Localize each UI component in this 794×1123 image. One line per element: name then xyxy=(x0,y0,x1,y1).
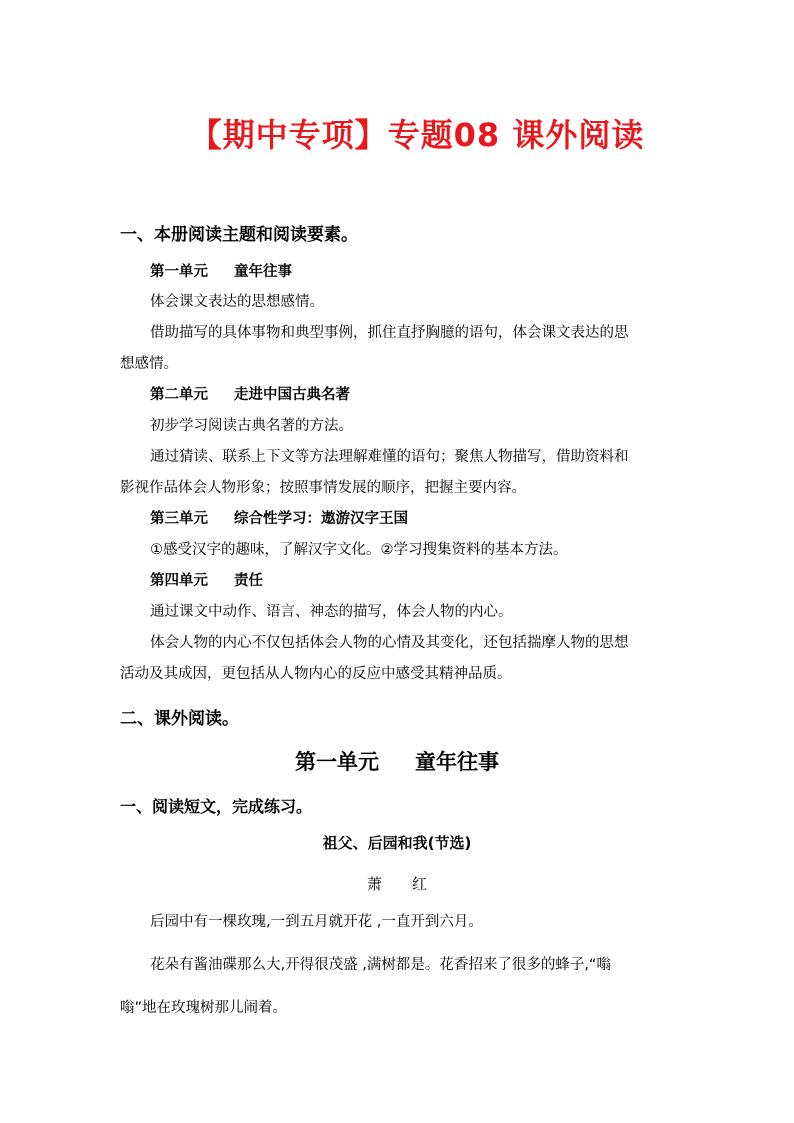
unit-4-line-1: 通过课文中动作、语言、神态的描写，体会人物的内心。 xyxy=(150,604,513,620)
unit-2-line-3: 影视作品体会人物形象；按照事情发展的顺序，把握主要内容。 xyxy=(120,480,526,496)
story-title: 祖父、后园和我(节选) xyxy=(322,834,472,852)
unit-title-label: 第一单元 xyxy=(295,749,379,774)
unit-1-line-1: 体会课文表达的思想感情。 xyxy=(150,294,324,310)
section-heading-2: 二、课外阅读。 xyxy=(120,709,239,729)
story-paragraph-2: 花朵有酱油碟那么大,开得很茂盛 ,满树都是。花香招来了很多的蜂子,“嗡 xyxy=(150,957,611,973)
story-author xyxy=(0,873,794,894)
unit-1-theme: 童年往事 xyxy=(234,264,292,280)
unit-4-theme: 责任 xyxy=(234,573,263,589)
unit-1-line-2: 借助描写的具体事物和典型事例，抓住直抒胸臆的语句，体会课文表达的思 xyxy=(150,325,629,341)
unit-4-line-3: 活动及其成因，更包括从人物内心的反应中感受其精神品质。 xyxy=(120,666,512,682)
author-last: 红 xyxy=(412,875,428,893)
unit-1-header xyxy=(150,262,710,282)
unit-2-line-1: 初步学习阅读古典名著的方法。 xyxy=(150,418,353,434)
story-paragraph-1: 后园中有一棵玫瑰,一到五月就开花 ,一直开到六月。 xyxy=(150,914,483,930)
unit-3-header xyxy=(150,509,710,529)
unit-2-label: 第二单元 xyxy=(150,387,208,403)
author-first: 萧 xyxy=(366,875,382,893)
unit-4-header xyxy=(150,571,710,591)
unit-2-line-2: 通过猜读、联系上下文等方法理解难懂的语句；聚焦人物描写，借助资料和 xyxy=(150,449,629,465)
section-heading-1: 一、本册阅读主题和阅读要素。 xyxy=(120,225,358,245)
story-paragraph-3: 嗡”地在玫瑰树那儿闹着。 xyxy=(120,1000,288,1016)
unit-3-theme: 综合性学习：遨游汉字王国 xyxy=(234,511,408,527)
unit-title xyxy=(0,746,794,776)
page-title: 【期中专项】专题08 课外阅读 xyxy=(189,116,645,154)
unit-4-line-2: 体会人物的内心不仅包括体会人物的心情及其变化，还包括揣摩人物的思想 xyxy=(150,635,629,651)
unit-title-theme: 童年往事 xyxy=(415,749,499,774)
unit-2-header xyxy=(150,385,710,405)
unit-4-label: 第四单元 xyxy=(150,573,208,589)
unit-3-line-1: ①感受汉字的趣味，了解汉字文化。②学习搜集资料的基本方法。 xyxy=(150,542,568,558)
unit-2-theme: 走进中国古典名著 xyxy=(234,387,350,403)
unit-1-line-3: 想感情。 xyxy=(120,356,178,372)
unit-1-label: 第一单元 xyxy=(150,264,208,280)
unit-3-label: 第三单元 xyxy=(150,511,208,527)
exercise-heading: 一、阅读短文，完成练习。 xyxy=(120,797,313,816)
